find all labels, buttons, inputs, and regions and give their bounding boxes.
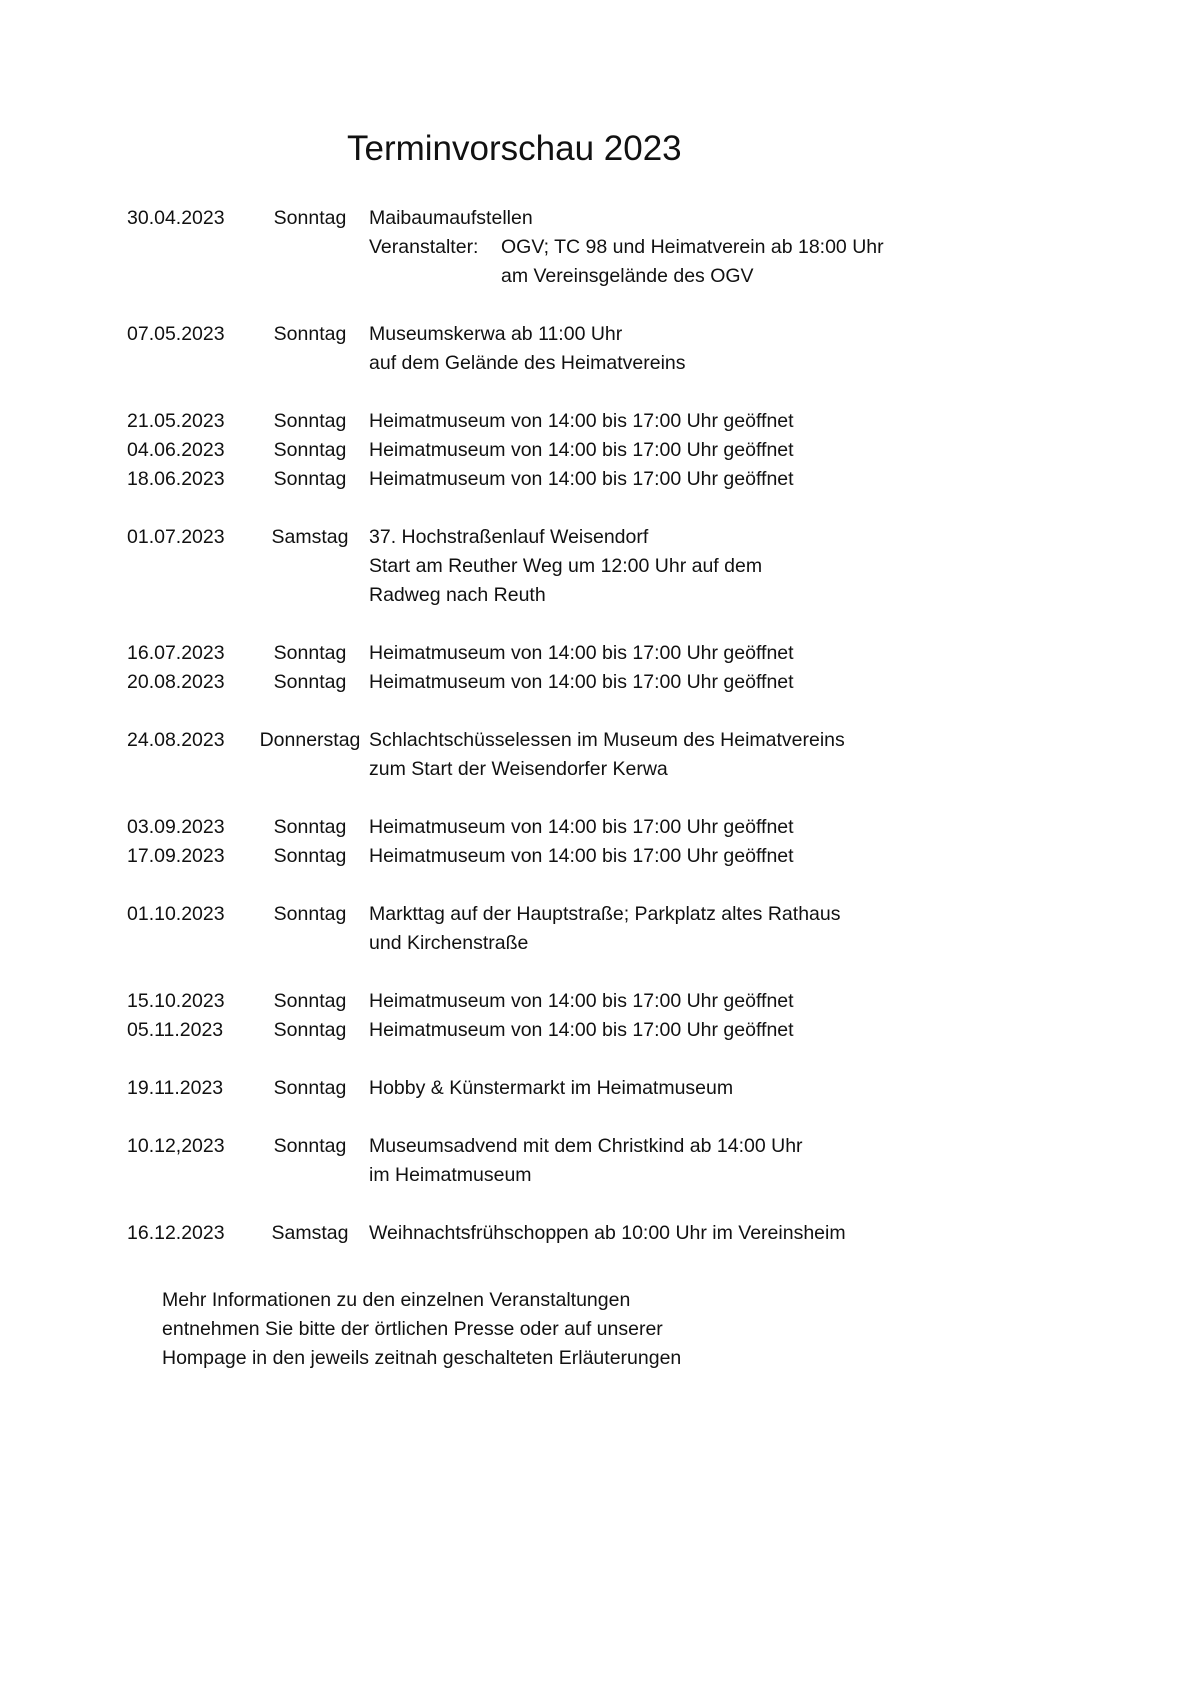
event-description: Heimatmuseum von 14:00 bis 17:00 Uhr geöffnet	[369, 410, 794, 432]
event-weekday: Donnerstag	[259, 729, 361, 751]
event-date: 10.12,2023	[127, 1135, 225, 1157]
event-entry	[127, 465, 1027, 494]
event-entry	[127, 900, 1027, 958]
event-entry	[127, 1074, 1027, 1103]
event-date: 20.08.2023	[127, 671, 225, 693]
event-description: Heimatmuseum von 14:00 bis 17:00 Uhr geöffnet	[369, 642, 794, 664]
page-title: Terminvorschau 2023	[347, 129, 682, 168]
event-date: 21.05.2023	[127, 410, 225, 432]
event-date: 30.04.2023	[127, 207, 225, 229]
event-date: 15.10.2023	[127, 990, 225, 1012]
event-weekday: Sonntag	[273, 1019, 347, 1041]
event-date: 04.06.2023	[127, 439, 225, 461]
event-description: Schlachtschüsselessen im Museum des Heimatvereins	[369, 729, 845, 751]
event-weekday: Samstag	[271, 526, 349, 548]
event-entry	[127, 1132, 1027, 1190]
event-weekday: Sonntag	[273, 990, 347, 1012]
event-date: 16.07.2023	[127, 642, 225, 664]
event-description: Markttag auf der Hauptstraße; Parkplatz altes Rathaus	[369, 903, 841, 925]
event-description-continued: Radweg nach Reuth	[369, 584, 546, 606]
event-entry	[127, 813, 1027, 842]
event-date: 07.05.2023	[127, 323, 225, 345]
event-weekday: Sonntag	[273, 1135, 347, 1157]
event-entry	[127, 842, 1027, 871]
event-description: Heimatmuseum von 14:00 bis 17:00 Uhr geöffnet	[369, 990, 794, 1012]
event-entry	[127, 726, 1027, 784]
event-date: 19.11.2023	[127, 1077, 224, 1099]
event-entry	[127, 987, 1027, 1016]
event-entry	[127, 639, 1027, 668]
event-description: Heimatmuseum von 14:00 bis 17:00 Uhr geöffnet	[369, 816, 794, 838]
event-entry	[127, 668, 1027, 697]
event-weekday: Sonntag	[273, 903, 347, 925]
footer-line: Hompage in den jeweils zeitnah geschalteten Erläuterungen	[162, 1347, 682, 1369]
event-weekday: Sonntag	[273, 207, 347, 229]
event-description-continued: auf dem Gelände des Heimatvereins	[369, 352, 686, 374]
event-weekday: Samstag	[271, 1222, 349, 1244]
event-description-continued: zum Start der Weisendorfer Kerwa	[369, 758, 668, 780]
organizer-text-continued: am Vereinsgelände des OGV	[501, 265, 754, 287]
event-description-continued: und Kirchenstraße	[369, 932, 529, 954]
event-description: Weihnachtsfrühschoppen ab 10:00 Uhr im Vereinsheim	[369, 1222, 846, 1244]
footer-line: entnehmen Sie bitte der örtlichen Presse oder auf unserer	[162, 1318, 663, 1340]
event-date: 01.10.2023	[127, 903, 225, 925]
event-description: Hobby & Künstermarkt im Heimatmuseum	[369, 1077, 734, 1099]
event-weekday: Sonntag	[273, 323, 347, 345]
organizer-text: OGV; TC 98 und Heimatverein ab 18:00 Uhr	[501, 236, 884, 258]
event-description-continued: im Heimatmuseum	[369, 1164, 532, 1186]
event-date: 16.12.2023	[127, 1222, 225, 1244]
event-weekday: Sonntag	[273, 845, 347, 867]
footer-line: Mehr Informationen zu den einzelnen Veranstaltungen	[162, 1289, 631, 1311]
event-weekday: Sonntag	[273, 816, 347, 838]
event-description: Maibaumaufstellen	[369, 207, 533, 229]
event-date: 18.06.2023	[127, 468, 225, 490]
event-entry	[127, 1016, 1027, 1045]
event-weekday: Sonntag	[273, 468, 347, 490]
event-entry	[127, 523, 1027, 610]
event-description: Heimatmuseum von 14:00 bis 17:00 Uhr geöffnet	[369, 845, 794, 867]
event-schedule	[127, 204, 1027, 1248]
event-entry	[127, 407, 1027, 436]
event-entry	[127, 204, 1027, 291]
event-weekday: Sonntag	[273, 410, 347, 432]
organizer-label: Veranstalter:	[369, 236, 479, 258]
event-weekday: Sonntag	[273, 439, 347, 461]
event-description: Heimatmuseum von 14:00 bis 17:00 Uhr geöffnet	[369, 439, 794, 461]
event-weekday: Sonntag	[273, 1077, 347, 1099]
event-date: 24.08.2023	[127, 729, 225, 751]
event-date: 05.11.2023	[127, 1019, 224, 1041]
event-weekday: Sonntag	[273, 671, 347, 693]
event-entry	[127, 436, 1027, 465]
event-entry	[127, 1219, 1027, 1248]
event-entry	[127, 320, 1027, 378]
event-date: 01.07.2023	[127, 526, 225, 548]
event-description: Heimatmuseum von 14:00 bis 17:00 Uhr geöffnet	[369, 1019, 794, 1041]
event-description-continued: Start am Reuther Weg um 12:00 Uhr auf dem	[369, 555, 763, 577]
event-description: Museumsadvend mit dem Christkind ab 14:00 Uhr	[369, 1135, 803, 1157]
event-description: Museumskerwa ab 11:00 Uhr	[369, 323, 623, 345]
event-description: 37. Hochstraßenlauf Weisendorf	[369, 526, 649, 548]
event-weekday: Sonntag	[273, 642, 347, 664]
footer-note	[162, 1286, 681, 1373]
event-date: 03.09.2023	[127, 816, 225, 838]
event-date: 17.09.2023	[127, 845, 225, 867]
event-description: Heimatmuseum von 14:00 bis 17:00 Uhr geöffnet	[369, 671, 794, 693]
event-description: Heimatmuseum von 14:00 bis 17:00 Uhr geöffnet	[369, 468, 794, 490]
